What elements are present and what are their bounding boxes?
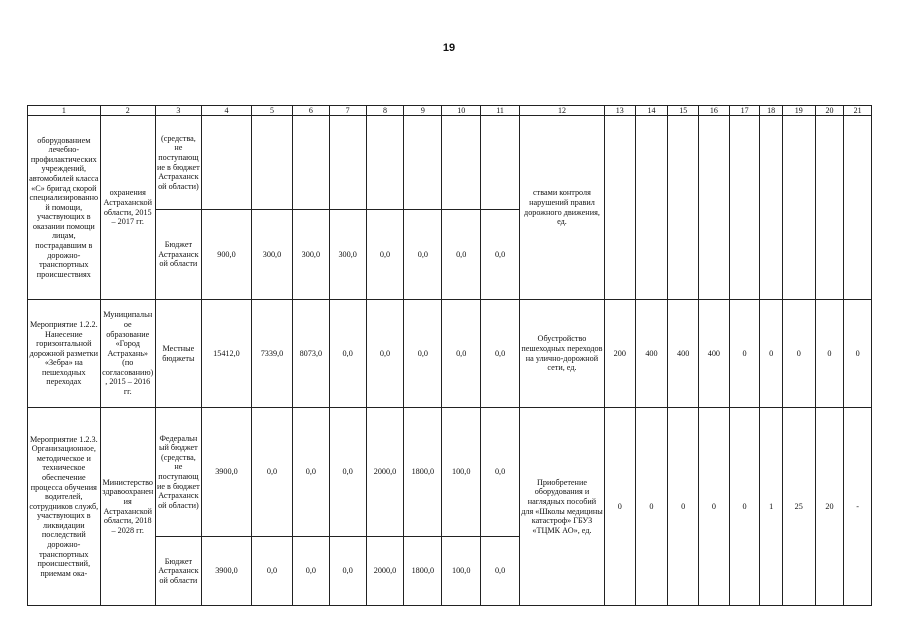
target-cell <box>815 116 844 300</box>
column-number: 8 <box>366 106 404 116</box>
target-cell <box>844 116 872 300</box>
value-cell: 0,0 <box>329 408 366 537</box>
activity-cell: оборудованием лечебно-профилактических учреждений, автомобилей класса «С» бригад скорой специализированной помощи, участвующих в оказании помощи лицам, пострадавшим в дорожно-транспортных происшествиях <box>28 116 101 300</box>
executor-cell: Министерство здравоохранения Астраханской области, 2018 – 2028 гг. <box>100 408 155 606</box>
value-cell <box>252 116 293 210</box>
value-cell: 0,0 <box>481 210 520 300</box>
target-cell <box>635 116 668 300</box>
funding-source-cell: Бюджет Астраханской области <box>155 537 201 606</box>
target-cell: 0 <box>604 408 635 606</box>
column-number: 2 <box>100 106 155 116</box>
indicator-cell: Обустройство пешеходных переходов на улично-дорожной сети, ед. <box>520 300 605 408</box>
target-cell: 0 <box>729 408 760 606</box>
value-cell: 0,0 <box>366 300 404 408</box>
value-cell: 8073,0 <box>292 300 329 408</box>
target-cell: 0 <box>815 300 844 408</box>
value-cell <box>404 116 442 210</box>
value-cell: 100,0 <box>442 408 481 537</box>
target-cell: 0 <box>729 300 760 408</box>
funding-source-cell: (средства, не поступающие в бюджет Астраханской области) <box>155 116 201 210</box>
value-cell: 0,0 <box>252 537 293 606</box>
value-cell: 0,0 <box>442 210 481 300</box>
column-number: 17 <box>729 106 760 116</box>
target-cell: 20 <box>815 408 844 606</box>
column-number: 10 <box>442 106 481 116</box>
value-cell: 0,0 <box>252 408 293 537</box>
target-cell: 0 <box>699 408 730 606</box>
target-cell <box>668 116 699 300</box>
value-cell: 0,0 <box>481 408 520 537</box>
activity-cell: Мероприятие 1.2.3. Организационное, методическое и техническое обеспечение процесса обучения водителей, сотрудников служб, участвующих в ликвидации последствий дорожно-транспортных происшествий, приемам ока- <box>28 408 101 606</box>
column-number: 15 <box>668 106 699 116</box>
column-number: 9 <box>404 106 442 116</box>
value-cell <box>292 116 329 210</box>
value-cell <box>442 116 481 210</box>
column-number: 21 <box>844 106 872 116</box>
target-cell: 400 <box>635 300 668 408</box>
target-cell <box>760 116 783 300</box>
value-cell: 300,0 <box>252 210 293 300</box>
value-cell: 1800,0 <box>404 408 442 537</box>
target-cell <box>699 116 730 300</box>
value-cell: 0,0 <box>481 300 520 408</box>
activity-cell: Мероприятие 1.2.2. Нанесение горизонтальной дорожной разметки «Зебра» на пешеходных переходах <box>28 300 101 408</box>
target-cell: 400 <box>699 300 730 408</box>
column-number: 19 <box>782 106 815 116</box>
value-cell: 0,0 <box>366 210 404 300</box>
column-number-row <box>28 106 872 116</box>
value-cell: 0,0 <box>442 300 481 408</box>
value-cell: 0,0 <box>292 408 329 537</box>
target-cell: 0 <box>668 408 699 606</box>
target-cell: 1 <box>760 408 783 606</box>
column-number: 18 <box>760 106 783 116</box>
column-number: 5 <box>252 106 293 116</box>
value-cell: 7339,0 <box>252 300 293 408</box>
value-cell: 100,0 <box>442 537 481 606</box>
value-cell: 900,0 <box>201 210 251 300</box>
value-cell: 15412,0 <box>201 300 251 408</box>
value-cell: 0,0 <box>292 537 329 606</box>
executor-cell: Муниципальное образование «Город Астрахань» (по согласованию), 2015 – 2016 гг. <box>100 300 155 408</box>
value-cell: 0,0 <box>404 300 442 408</box>
column-number: 1 <box>28 106 101 116</box>
table-row <box>28 300 872 408</box>
column-number: 3 <box>155 106 201 116</box>
page-number: 19 <box>442 42 456 54</box>
target-cell <box>782 116 815 300</box>
program-activities-table <box>27 105 872 606</box>
target-cell: 0 <box>782 300 815 408</box>
column-number: 12 <box>520 106 605 116</box>
value-cell: 1800,0 <box>404 537 442 606</box>
value-cell: 0,0 <box>481 537 520 606</box>
target-cell: 0 <box>844 300 872 408</box>
value-cell: 0,0 <box>329 537 366 606</box>
target-cell <box>604 116 635 300</box>
column-number: 11 <box>481 106 520 116</box>
value-cell: 2000,0 <box>366 537 404 606</box>
column-number: 14 <box>635 106 668 116</box>
column-number: 7 <box>329 106 366 116</box>
value-cell: 2000,0 <box>366 408 404 537</box>
indicator-cell: Приобретение оборудования и наглядных пособий для «Школы медицины катастроф» ГБУЗ «ТЦМК АО», ед. <box>520 408 605 606</box>
indicator-cell: ствами контроля нарушений правил дорожного движения, ед. <box>520 116 605 300</box>
target-cell: 0 <box>760 300 783 408</box>
column-number: 16 <box>699 106 730 116</box>
value-cell: 300,0 <box>292 210 329 300</box>
value-cell: 0,0 <box>404 210 442 300</box>
target-cell: 25 <box>782 408 815 606</box>
value-cell: 0,0 <box>329 300 366 408</box>
table-row <box>28 408 872 537</box>
target-cell: 0 <box>635 408 668 606</box>
table-row <box>28 116 872 210</box>
target-cell: - <box>844 408 872 606</box>
column-number: 13 <box>604 106 635 116</box>
column-number: 6 <box>292 106 329 116</box>
funding-source-cell: Федеральный бюджет (средства, не поступающие в бюджет Астраханской области) <box>155 408 201 537</box>
value-cell: 300,0 <box>329 210 366 300</box>
target-cell <box>729 116 760 300</box>
value-cell <box>366 116 404 210</box>
funding-source-cell: Бюджет Астраханской области <box>155 210 201 300</box>
executor-cell: охранения Астраханской области, 2015 – 2017 гг. <box>100 116 155 300</box>
column-number: 4 <box>201 106 251 116</box>
column-number: 20 <box>815 106 844 116</box>
target-cell: 400 <box>668 300 699 408</box>
value-cell: 3900,0 <box>201 537 251 606</box>
funding-source-cell: Местные бюджеты <box>155 300 201 408</box>
value-cell: 3900,0 <box>201 408 251 537</box>
value-cell <box>201 116 251 210</box>
value-cell <box>481 116 520 210</box>
target-cell: 200 <box>604 300 635 408</box>
value-cell <box>329 116 366 210</box>
